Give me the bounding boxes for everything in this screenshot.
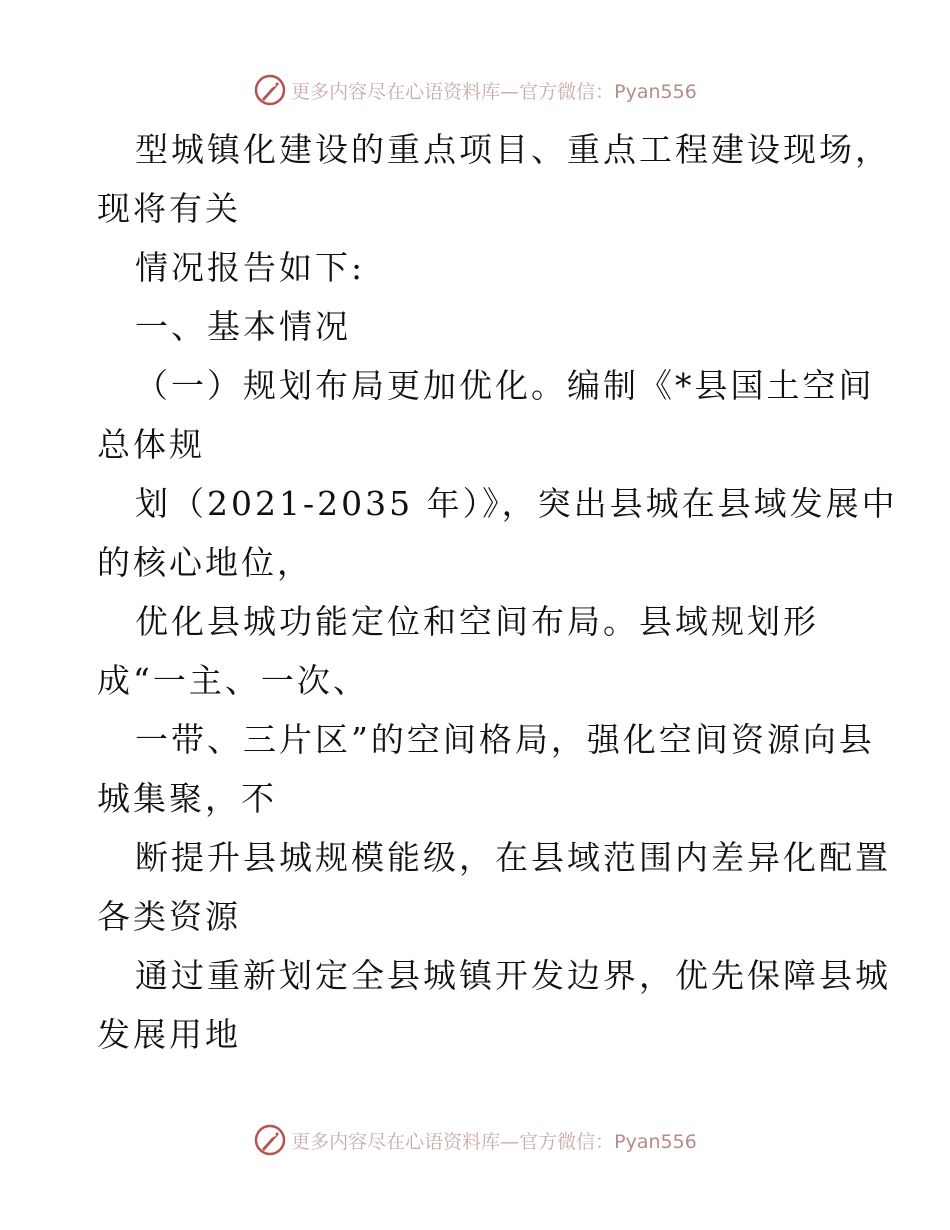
text-line: 的核心地位， bbox=[97, 543, 313, 582]
watermark-handle: Pyan556 bbox=[614, 1130, 697, 1153]
quill-pen-logo-icon bbox=[253, 73, 287, 107]
text-line: 情况报告如下: bbox=[135, 248, 366, 287]
text-line: 各类资源 bbox=[97, 897, 241, 936]
footer-watermark bbox=[0, 1120, 950, 1160]
quill-pen-logo-icon bbox=[253, 1123, 287, 1157]
text-line: 一带、三片区”的空间格局，强化空间资源向县 bbox=[135, 720, 875, 759]
subsection-heading: （一）规划布局更加优化。编制《*县国土空间 bbox=[135, 366, 875, 405]
document-body bbox=[97, 120, 898, 1064]
text-line: 发展用地 bbox=[97, 1015, 241, 1054]
text-line: 成“一主、一次、 bbox=[97, 661, 369, 700]
text-line: 型城镇化建设的重点项目、重点工程建设现场， bbox=[135, 130, 891, 169]
header-watermark bbox=[0, 70, 950, 110]
text-line: 通过重新划定全县城镇开发边界，优先保障县城 bbox=[135, 956, 891, 995]
section-heading: 一、基本情况 bbox=[135, 307, 351, 346]
text-line: 划（2021-2035 年）》，突出县城在县域发展中 bbox=[135, 484, 898, 523]
text-line: 现将有关 bbox=[97, 189, 241, 228]
watermark-text: 更多内容尽在心语资料库—官方微信：Pyan556 bbox=[291, 1130, 697, 1153]
text-line: 断提升县城规模能级，在县域范围内差异化配置 bbox=[135, 838, 891, 877]
text-line: 总体规 bbox=[97, 425, 205, 464]
text-line: 优化县城功能定位和空间布局。县域规划形 bbox=[135, 602, 819, 641]
watermark-handle: Pyan556 bbox=[614, 80, 697, 103]
watermark-text: 更多内容尽在心语资料库—官方微信：Pyan556 bbox=[291, 80, 697, 103]
text-line: 城集聚，不 bbox=[97, 779, 277, 818]
